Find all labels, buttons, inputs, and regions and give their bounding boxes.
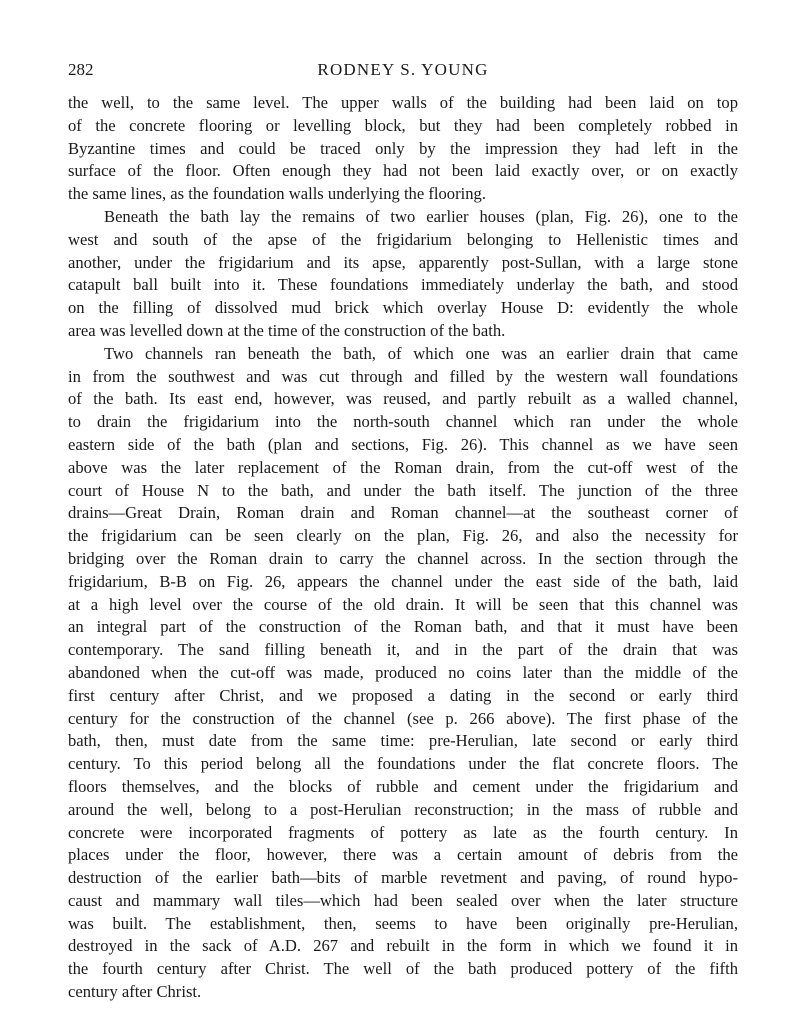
text-line: of the concrete flooring or levelling block, but they had been completely robbed in [68, 115, 738, 135]
text-line: Beneath the bath lay the remains of two earlier houses (plan, Fig. 26), one to the [104, 206, 738, 226]
page-number: 282 [68, 60, 94, 79]
text-line: century after Christ. [68, 982, 202, 1002]
text-line: an integral part of the construction of the Roman bath, and that it must have been [68, 617, 738, 637]
text-line: the fourth century after Christ. The well of the bath produced pottery of the fifth [68, 959, 738, 979]
text-line: above was the later replacement of the Roman drain, from the cut-off west of the [68, 457, 738, 477]
text-line: in from the southwest and was cut through and filled by the western wall foundations [68, 366, 738, 386]
text-line: court of House N to the bath, and under the bath itself. The junction of the three [68, 480, 738, 500]
text-line: abandoned when the cut-off was made, produced no coins later than the middle of the [68, 662, 738, 682]
text-line: first century after Christ, and we proposed a dating in the second or early third [68, 685, 738, 705]
text-line: eastern side of the bath (plan and sections, Fig. 26). This channel as we have seen [68, 434, 738, 454]
text-line: area was levelled down at the time of the construction of the bath. [68, 320, 506, 340]
text-line: century. To this period belong all the foundations under the flat concrete floors. The [68, 754, 738, 774]
text-line: Two channels ran beneath the bath, of which one was an earlier drain that came [104, 343, 738, 363]
text-line: the frigidarium can be seen clearly on the plan, Fig. 26, and also the necessity for [68, 526, 738, 546]
running-title: RODNEY S. YOUNG [317, 60, 489, 79]
text-line: at a high level over the course of the old drain. It will be seen that this channel was [68, 594, 738, 614]
text-line: was built. The establishment, then, seems to have been originally pre-Herulian, [68, 913, 738, 933]
text-line: west and south of the apse of the frigidarium belonging to Hellenistic times and [68, 229, 738, 249]
text-line: to drain the frigidarium into the north-south channel which ran under the whole [68, 412, 738, 432]
text-line: destroyed in the sack of A.D. 267 and rebuilt in the form in which we found it in [68, 936, 738, 956]
body-text [68, 92, 738, 1004]
text-line: destruction of the earlier bath—bits of marble revetment and paving, of round hypo- [68, 868, 738, 888]
paragraph [68, 92, 738, 206]
text-line: the well, to the same level. The upper walls of the building had been laid on top [68, 93, 738, 112]
text-line: bridging over the Roman drain to carry the channel across. In the section through the [68, 548, 738, 568]
text-line: on the filling of dissolved mud brick which overlay House D: evidently the whole [68, 298, 738, 318]
text-line: surface of the floor. Often enough they had not been laid exactly over, or on exactly [68, 161, 738, 181]
text-line: of the bath. Its east end, however, was reused, and partly rebuilt as a walled channel, [68, 389, 738, 409]
text-line: another, under the frigidarium and its apse, apparently post-Sullan, with a large stone [68, 252, 738, 272]
text-line: frigidarium, B-B on Fig. 26, appears the channel under the east side of the bath, laid [68, 571, 738, 591]
running-head [68, 58, 738, 82]
text-line: drains—Great Drain, Roman drain and Roman channel—at the southeast corner of [68, 503, 738, 523]
text-line: contemporary. The sand filling beneath it, and in the part of the drain that was [68, 640, 738, 660]
paragraph [68, 206, 738, 343]
text-line: catapult ball built into it. These foundations immediately underlay the bath, and stood [68, 275, 738, 295]
text-line: century for the construction of the channel (see p. 266 above). The first phase of the [68, 708, 738, 728]
text-line: around the well, belong to a post-Herulian reconstruction; in the mass of rubble and [68, 799, 738, 819]
text-line: Byzantine times and could be traced only by the impression they had left in the [68, 138, 738, 158]
text-line: places under the floor, however, there was a certain amount of debris from the [68, 845, 738, 865]
paragraph [68, 343, 738, 1004]
text-line: bath, then, must date from the same time: pre-Herulian, late second or early third [68, 731, 738, 751]
text-line: floors themselves, and the blocks of rubble and cement under the frigidarium and [68, 776, 738, 796]
text-line: concrete were incorporated fragments of pottery as late as the fourth century. In [68, 822, 738, 842]
text-line: the same lines, as the foundation walls underlying the flooring. [68, 184, 486, 204]
text-line: caust and mammary wall tiles—which had been sealed over when the later structure [68, 890, 738, 910]
